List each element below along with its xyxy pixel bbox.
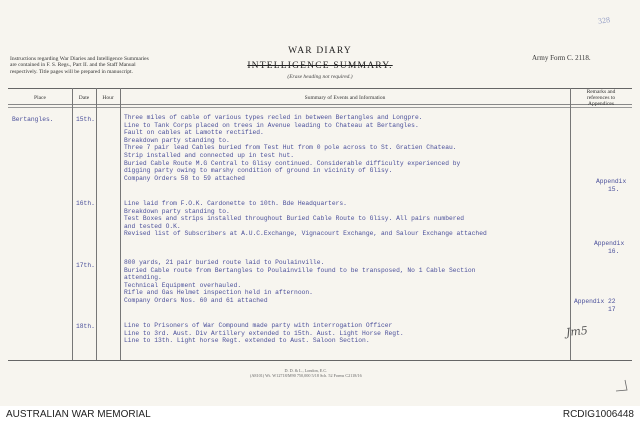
entry-text-line: Line to 13th. Light horse Regt. extended to Aust. Saloon Section. bbox=[124, 337, 370, 345]
entry-text-line: Strip installed and connected up in test hut. bbox=[124, 152, 295, 159]
column-divider-summary bbox=[570, 88, 571, 360]
appendix-number: 16. bbox=[608, 248, 620, 255]
handwritten-signature: Jm5 bbox=[565, 323, 589, 340]
entry-text-line: digging party owing to marshy condition of ground in vicinity of Glisy. bbox=[124, 167, 393, 175]
entry-date: 18th. bbox=[76, 323, 95, 330]
column-divider-hour bbox=[120, 88, 121, 360]
table-bottom-rule bbox=[8, 360, 632, 361]
header-remarks-1: Remarks and bbox=[586, 89, 616, 95]
entry-date: 16th. bbox=[76, 200, 95, 207]
entry-text-line: Line laid from F.O.K. Cardonette to 10th. Bde Headquarters. bbox=[124, 200, 347, 207]
entry-text-line: Three 7 pair lead Cables buried from Test Hut from 0 pole across to St. Gratien Chateau. bbox=[124, 144, 457, 152]
entry-text-line: Fault on cables at Lamotte rectified. bbox=[124, 129, 264, 137]
entry-text-line: Line to 3rd. Aust. Div Artillery extended to 15th. Aust. Light Horse Regt. bbox=[124, 329, 404, 337]
header-remarks-3: Appendices bbox=[588, 100, 614, 107]
corner-tick-mark bbox=[614, 378, 630, 394]
appendix-label: Appendix 22 bbox=[574, 298, 616, 305]
header-hour: Hour bbox=[102, 95, 114, 101]
appendix-label: Appendix bbox=[596, 178, 627, 185]
entry-text-line: 800 yards, 21 pair buried route laid to Poulainville. bbox=[124, 259, 325, 266]
header-place: Place bbox=[34, 95, 46, 101]
entry-text-line: Buried Cable route from Bertangles to Poulainville found to be transposed, No 1 Cable Section bbox=[124, 266, 476, 274]
header-remarks-2: references to bbox=[586, 95, 616, 101]
instructions-note: Instructions regarding War Diaries and Intelligence Summaries are contained in F. S. Regs., Part II. and the Staff Manual respectively. Title pages will be prepared in manuscript. bbox=[10, 56, 149, 75]
army-form-number: Army Form C. 2118. bbox=[532, 54, 591, 62]
appendix-number: 17 bbox=[608, 306, 616, 313]
entry-text-line: Three miles of cable of various types recled in between Bertangles and Longpre. bbox=[124, 114, 423, 121]
title-war-diary: WAR DIARY bbox=[288, 46, 352, 56]
appendix-number: 15. bbox=[608, 186, 620, 193]
printer-imprint bbox=[250, 368, 362, 378]
column-divider-place bbox=[72, 88, 73, 360]
entry-date: 17th. bbox=[76, 262, 95, 269]
entry-text-line: Company Orders 58 to 59 attached bbox=[124, 174, 245, 182]
table-top-rule bbox=[8, 88, 632, 89]
appendix-label: Appendix bbox=[594, 240, 625, 247]
entry-text-line: Rifle and Gas Helmet inspection held in afternoon. bbox=[124, 289, 313, 297]
entry-text-line: Breakdown party standing to. bbox=[124, 136, 230, 144]
entry-text-line: Line to Prisoners of War Compound made party with interrogation Officer bbox=[124, 322, 393, 329]
footer-record-id: RCDIG1006448 bbox=[562, 409, 634, 420]
entry-text-line: Revised list of Subscribers at A.U.C.Exchange, Vignacourt Exchange, and Salour Exchange attached bbox=[124, 230, 487, 238]
entry-text-line: Technical Equipment overhauled. bbox=[124, 281, 242, 289]
header-bottom-rule bbox=[8, 104, 632, 105]
entry-text-line: Breakdown party standing to. bbox=[124, 207, 230, 215]
column-divider-date bbox=[96, 88, 97, 360]
printer-line: D. D. & L., London, E.C. bbox=[284, 368, 328, 373]
entry-text-line: Company Orders Nos. 60 and 61 attached bbox=[124, 297, 268, 304]
header-summary: Summary of Events and Information bbox=[304, 95, 386, 101]
footer-institution: AUSTRALIAN WAR MEMORIAL bbox=[6, 409, 151, 420]
entry-text-line: Test Boxes and strips installed throughout Buried Cable Route to Glisy. All pairs numbered bbox=[124, 215, 465, 223]
header-date: Date bbox=[78, 95, 90, 101]
page-number: 328 bbox=[597, 15, 611, 26]
title-intelligence-summary: INTELLIGENCE SUMMARY. bbox=[247, 61, 393, 71]
entry-text-line: attending. bbox=[124, 274, 162, 282]
entry-place: Bertangles. bbox=[12, 116, 54, 123]
header-double-rule bbox=[8, 107, 632, 108]
title-erase-note: (Erase heading not required.) bbox=[287, 74, 353, 80]
entry-date: 15th. bbox=[76, 116, 95, 123]
entry-text-line: Buried Cable Route M.G Central to Glisy continued. Considerable difficulty experienced by bbox=[124, 159, 461, 167]
entry-text-line: Line to Tank Corps placed on trees in Avenue leading to Chateau at Bertangles. bbox=[124, 121, 419, 129]
entry-text-line: and tested O.K. bbox=[124, 222, 181, 230]
printer-line: (A8101) Wt. W12718/M90 750,000 5/18 Sch. 52 Forms C2118/16 bbox=[250, 373, 362, 379]
